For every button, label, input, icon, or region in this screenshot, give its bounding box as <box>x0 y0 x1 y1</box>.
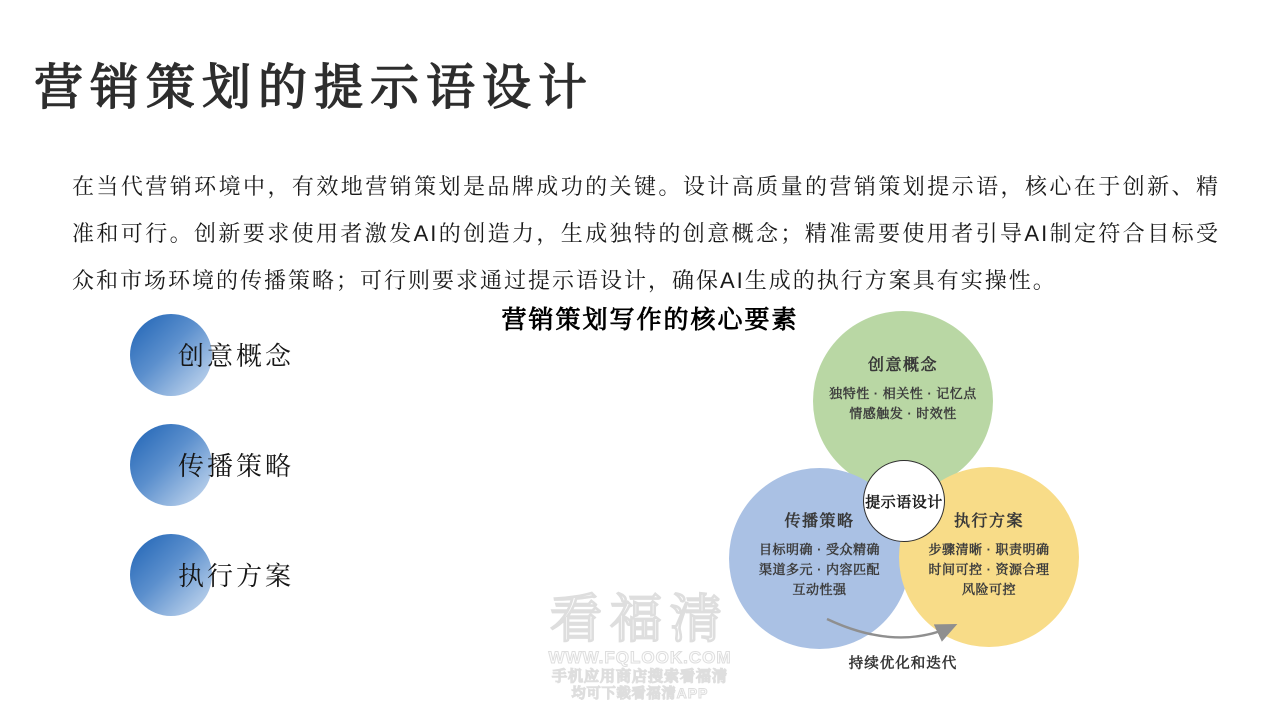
watermark-url: WWW.FQLOOK.COM <box>548 648 732 667</box>
watermark-line: 手机应用商店搜索看福清 <box>551 668 728 685</box>
list-item-label: 传播策略 <box>178 450 295 481</box>
list-item <box>130 424 390 506</box>
venn-line: 步骤清晰 · 职责明确 <box>928 542 1050 557</box>
venn-line: 目标明确 · 受众精确 <box>758 542 881 557</box>
venn-line: 情感触发 · 时效性 <box>849 406 957 421</box>
venn-heading: 传播策略 <box>784 513 855 530</box>
venn-center-label: 提示语设计 <box>865 493 943 511</box>
watermark-line: 均可下载看福清APP <box>571 685 709 701</box>
list-item <box>130 534 390 616</box>
venn-heading: 创意概念 <box>867 357 938 374</box>
venn-line: 时间可控 · 资源合理 <box>928 562 1050 577</box>
list-item-label: 创意概念 <box>178 340 295 371</box>
venn-line: 互动性强 <box>792 582 847 597</box>
intro-paragraph: 在当代营销环境中，有效地营销策划是品牌成功的关键。设计高质量的营销策划提示语，核心在于创新、精准和可行。创新要求使用者激发AI的创造力，生成独特的创意概念；精准需要使用者引导AI制定符合目标受众和市场环境的传播策略；可行则要求通过提示语设计，确保AI生成的执行方案具有实操性。 <box>72 174 1220 293</box>
venn-line: 独特性 · 相关性 · 记忆点 <box>829 386 977 401</box>
venn-center-circle <box>863 460 945 542</box>
diagram-title: 营销策划写作的核心要素 <box>501 306 799 334</box>
watermark-brand: 看福清 <box>549 591 730 649</box>
venn-heading: 执行方案 <box>953 513 1024 530</box>
page-title: 营销策划的提示语设计 <box>34 60 595 115</box>
venn-line: 渠道多元 · 内容匹配 <box>758 562 881 577</box>
iteration-arrow-label: 持续优化和迭代 <box>848 656 958 672</box>
list-item-label: 执行方案 <box>178 560 295 591</box>
venn-line: 风险可控 <box>961 582 1016 597</box>
iteration-arrow-icon <box>790 596 1010 651</box>
list-item <box>130 314 390 396</box>
